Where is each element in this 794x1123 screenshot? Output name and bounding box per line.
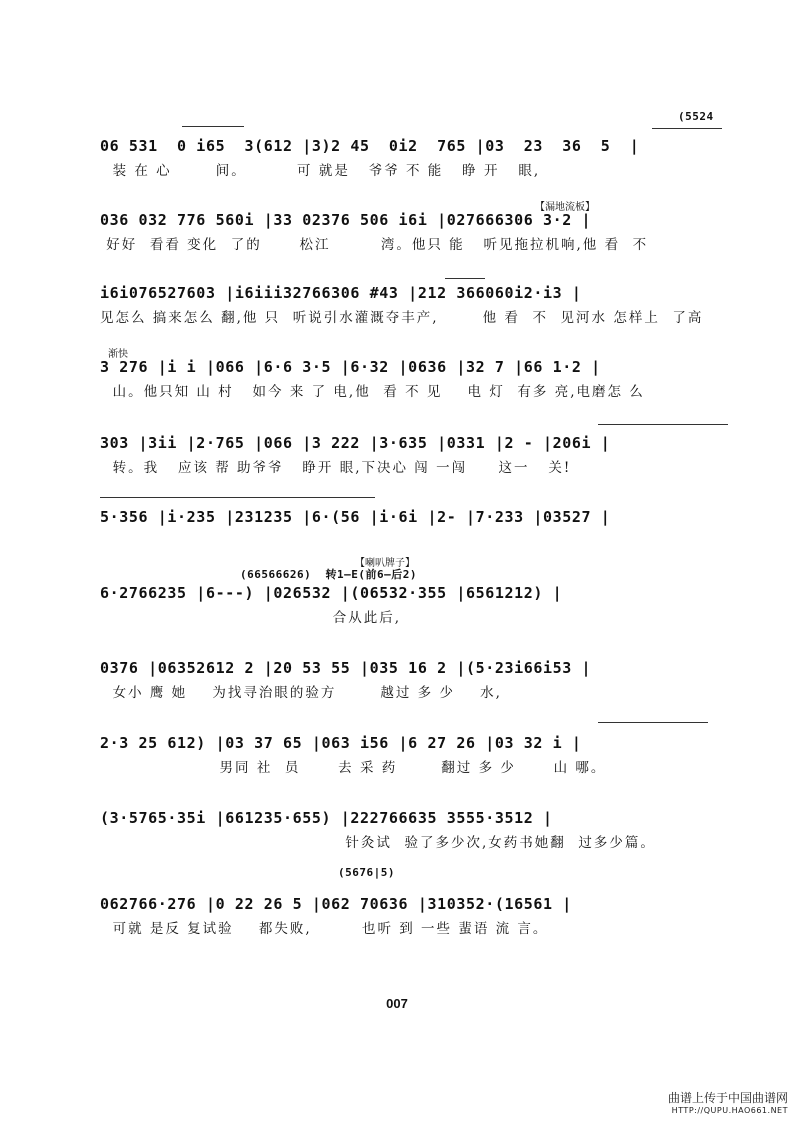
slur-line <box>652 128 722 129</box>
lyrics-line: 转。我 应该 帮 助爷爷 睁开 眼,下决心 闯 一闯 这一 关! <box>100 460 572 476</box>
score-system-2 <box>100 210 730 254</box>
prelude-notation: (5524 <box>678 110 714 123</box>
notation-line: 06 531 0 i65 3(612 |3)2 45 0i2 765 |03 23 36 5 | <box>100 137 640 155</box>
score-system-4 <box>100 357 730 401</box>
slur-line <box>598 722 708 723</box>
lyrics-line: 男同 社 员 去 采 药 翻过 多 少 山 哪。 <box>100 760 607 776</box>
lyrics-line: 可就 是反 复试验 都失败, 也听 到 一些 蜚语 流 言。 <box>100 921 549 937</box>
score-system-1 <box>100 136 730 180</box>
slur-line <box>445 278 485 279</box>
score-system-11 <box>100 894 730 938</box>
slur-line <box>182 126 244 127</box>
score-system-10 <box>100 808 730 852</box>
score-system-7 <box>100 583 730 627</box>
prelude-notation: (5676|5) <box>338 866 395 879</box>
lyrics-line: 女小 鹰 她 为找寻治眼的验方 越过 多 少 水, <box>100 685 502 701</box>
notation-line: 6·2766235 |6---) |026532 |(06532·355 |6561212) | <box>100 584 563 602</box>
notation-line: i6i076527603 |i6iii32766306 #43 |212 366060i2·i3 | <box>100 284 582 302</box>
lyrics-line: 针灸试 验了多少次,女药书她翻 过多少篇。 <box>100 835 656 851</box>
lyrics-line: 好好 看看 变化 了的 松江 湾。他只 能 听见拖拉机响,他 看 不 <box>100 237 649 253</box>
notation-line: 036 032 776 560i |33 02376 506 i6i |027666306 3·2 | <box>100 211 592 229</box>
section-tag: 【漏地流板】 <box>535 202 595 213</box>
tempo-marking: 渐快 <box>108 349 128 360</box>
slur-line <box>598 424 728 425</box>
score-system-8 <box>100 658 730 702</box>
score-system-3 <box>100 283 730 327</box>
site-watermark <box>668 1089 788 1115</box>
score-system-5 <box>100 433 730 477</box>
notation-line: 5·356 |i·235 |231235 |6·(56 |i·6i |2- |7·233 |03527 | <box>100 508 611 526</box>
page-number: 007 <box>386 996 408 1011</box>
watermark-title: 曲谱上传于中国曲谱网 <box>667 1091 788 1105</box>
notation-line: 062766·276 |0 22 26 5 |062 70636 |310352·(16561 | <box>100 895 572 913</box>
slur-line <box>100 497 375 498</box>
score-system-9 <box>100 733 730 777</box>
section-tag: 【喇叭牌子】 <box>355 558 415 569</box>
lyrics-line: 合从此后, <box>100 610 402 626</box>
notation-line: 3 276 |i i |066 |6·6 3·5 |6·32 |0636 |32 7 |66 1·2 | <box>100 358 601 376</box>
transition-notation: (66566626) 转1—E(前6—后2) <box>240 568 417 581</box>
watermark-url: HTTP://QUPU.HAO661.NET <box>671 1106 788 1115</box>
notation-line: (3·5765·35i |661235·655) |222766635 3555·3512 | <box>100 809 553 827</box>
notation-line: 303 |3ii |2·765 |066 |3 222 |3·635 |0331 |2 - |206i | <box>100 434 611 452</box>
notation-line: 2·3 25 612) |03 37 65 |063 i56 |6 27 26 |03 32 i | <box>100 734 582 752</box>
score-system-6 <box>100 507 730 527</box>
lyrics-line: 见怎么 搞来怎么 翻,他 只 听说引水灌溉夺丰产, 他 看 不 见河水 怎样上 了高 <box>100 310 704 326</box>
notation-line: 0376 |06352612 2 |20 53 55 |035 16 2 |(5·23i66i53 | <box>100 659 592 677</box>
lyrics-line: 山。他只知 山 村 如今 来 了 电,他 看 不 见 电 灯 有多 亮,电磨怎 么 <box>100 384 645 400</box>
lyrics-line: 装 在 心 间。 可 就是 爷爷 不 能 睁 开 眼, <box>100 163 541 179</box>
